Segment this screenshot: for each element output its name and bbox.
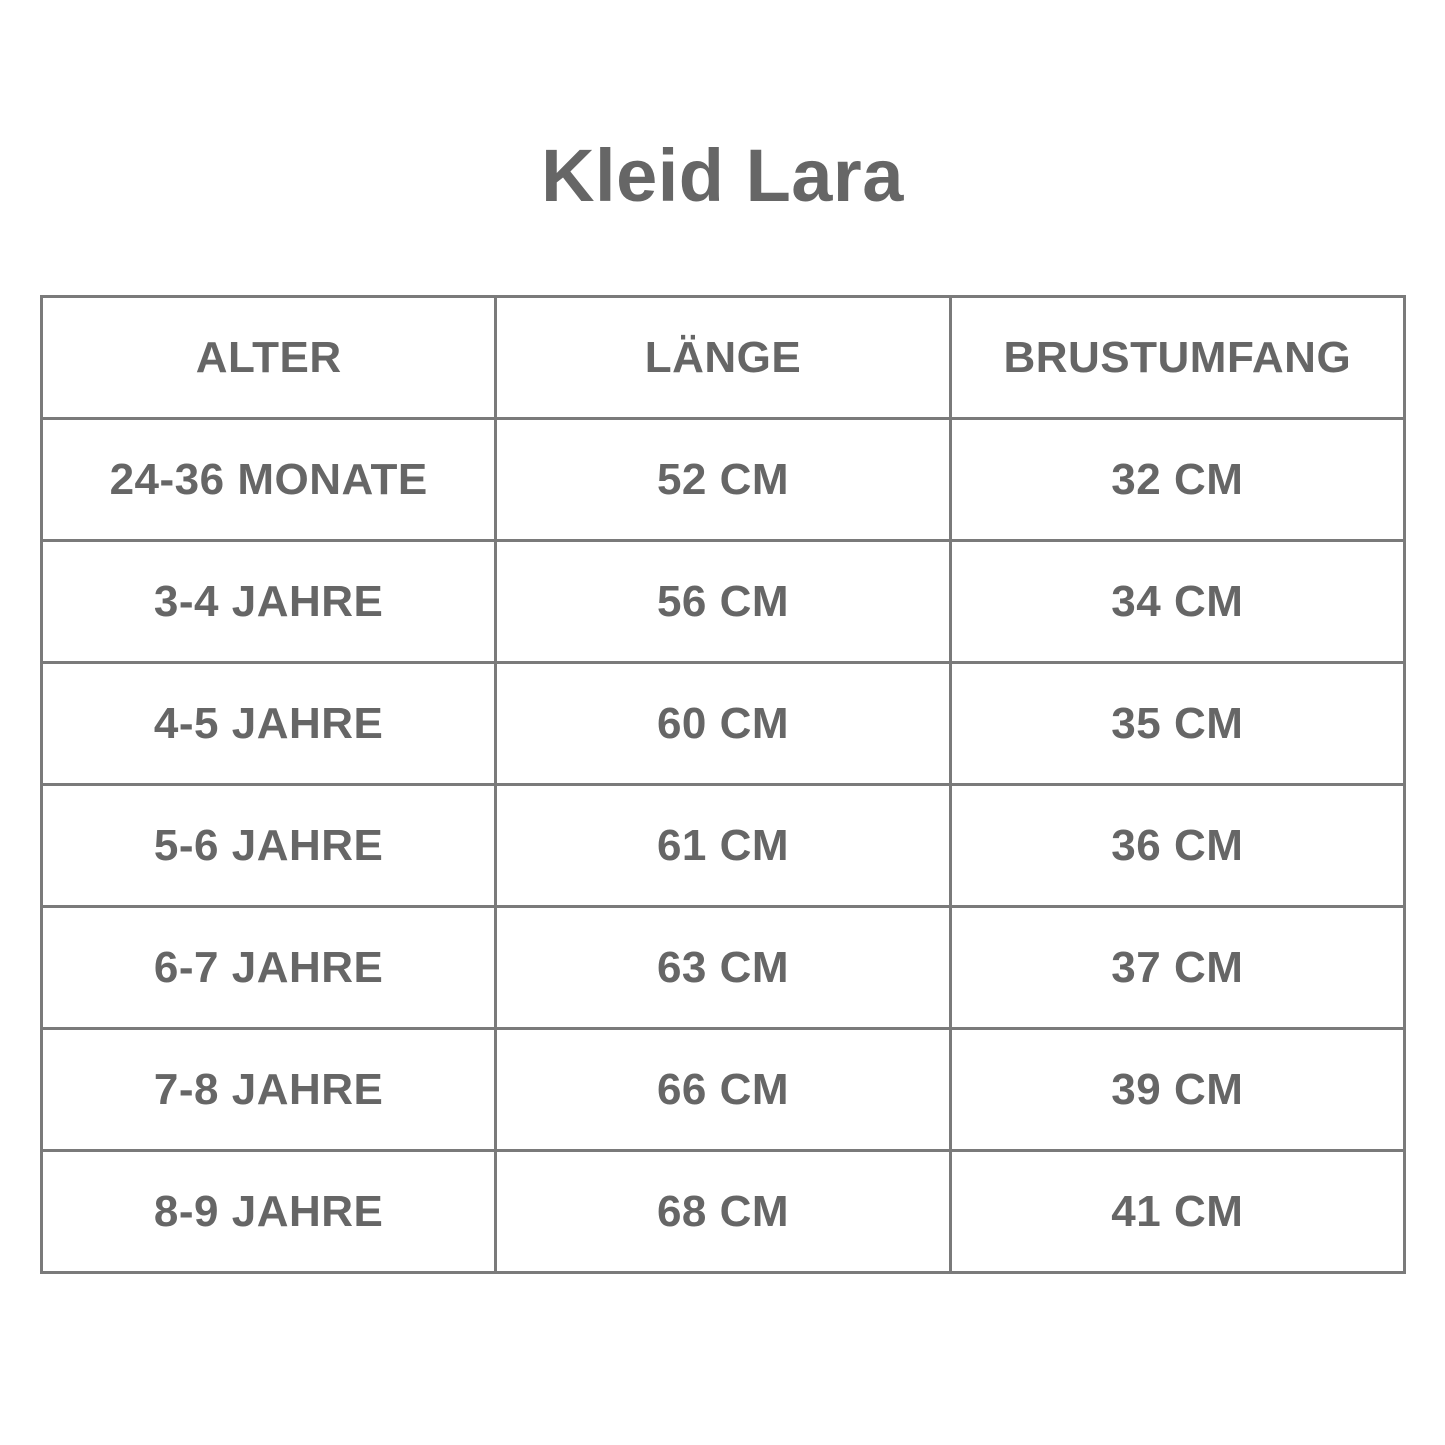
table-row	[42, 1029, 1405, 1151]
cell-chest: 39 CM	[950, 1029, 1404, 1151]
table-row	[42, 785, 1405, 907]
header-brustumfang: BRUSTUMFANG	[950, 297, 1404, 419]
cell-chest: 35 CM	[950, 663, 1404, 785]
cell-age: 8-9 JAHRE	[42, 1151, 496, 1273]
cell-chest: 41 CM	[950, 1151, 1404, 1273]
table-row	[42, 663, 1405, 785]
header-alter: ALTER	[42, 297, 496, 419]
cell-length: 61 CM	[496, 785, 950, 907]
cell-length: 68 CM	[496, 1151, 950, 1273]
page-title: Kleid Lara	[541, 133, 904, 217]
table-header-row	[42, 297, 1405, 419]
table-row	[42, 1151, 1405, 1273]
cell-age: 4-5 JAHRE	[42, 663, 496, 785]
cell-age: 6-7 JAHRE	[42, 907, 496, 1029]
cell-chest: 34 CM	[950, 541, 1404, 663]
cell-length: 66 CM	[496, 1029, 950, 1151]
cell-age: 24-36 MONATE	[42, 419, 496, 541]
table-row	[42, 419, 1405, 541]
cell-age: 3-4 JAHRE	[42, 541, 496, 663]
cell-age: 7-8 JAHRE	[42, 1029, 496, 1151]
cell-chest: 36 CM	[950, 785, 1404, 907]
cell-chest: 32 CM	[950, 419, 1404, 541]
table-row	[42, 541, 1405, 663]
cell-length: 56 CM	[496, 541, 950, 663]
header-laenge: LÄNGE	[496, 297, 950, 419]
cell-length: 63 CM	[496, 907, 950, 1029]
cell-age: 5-6 JAHRE	[42, 785, 496, 907]
cell-chest: 37 CM	[950, 907, 1404, 1029]
table-row	[42, 907, 1405, 1029]
cell-length: 52 CM	[496, 419, 950, 541]
cell-length: 60 CM	[496, 663, 950, 785]
size-chart-table	[40, 295, 1406, 1274]
